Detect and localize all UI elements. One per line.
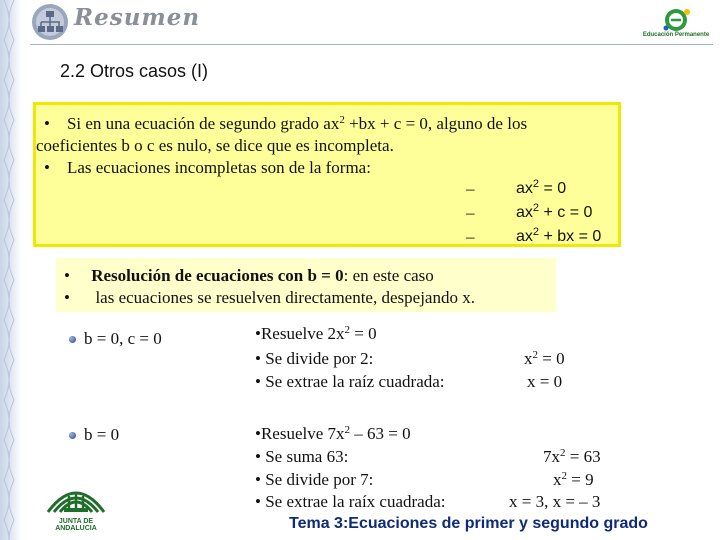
case2-result3: x = 3, x = – 3 — [509, 492, 601, 511]
form-equation-1: $ax^2 = 0$ — [516, 178, 567, 197]
resolution-line-1: • Resolución de ecuaciones con b = 0: en este caso — [64, 266, 434, 285]
case2-label: b = 0 — [84, 425, 120, 444]
definition-box — [33, 102, 621, 247]
case2-step4: • Se extrae la raíx cuadrada: — [255, 492, 446, 511]
case1-step1: •Resuelve $2x^2 = 0$ — [255, 324, 377, 343]
bullet-line-2: • Las ecuaciones incompletas son de la forma: — [44, 158, 371, 177]
form-dash-1: – — [466, 179, 475, 198]
case1-result1: $x^2 = 0$ — [524, 349, 565, 368]
form-dash-2: – — [466, 203, 475, 222]
case1-result2: x = 0 — [527, 372, 563, 391]
network-logo-icon — [30, 2, 70, 42]
bullet-line-1: • Si en una ecuación de segundo grado $ax^2 +bx + c = 0$, alguno de los — [44, 114, 528, 133]
case2-step3: • Se divide por 7: — [255, 470, 374, 489]
case1-step2: • Se divide por 2: — [255, 349, 374, 368]
junta-andalucia-logo-icon — [38, 478, 114, 518]
left-decorative-band — [0, 0, 22, 540]
resolution-line-2: • las ecuaciones se resuelven directamente, despejando x. — [64, 288, 475, 307]
footer-topic: Tema 3:Ecuaciones de primer y segundo grado — [289, 515, 648, 532]
resolution-box — [56, 258, 556, 312]
case2-result1: $7x^2 = 63$ — [543, 447, 601, 466]
case2-step1: •Resuelve $7x^2 - 63 = 0$ — [255, 424, 411, 443]
bullet-line-1-cont: coeficientes b o c es nulo, se dice que es incompleta. — [36, 136, 394, 155]
bullet-ball-icon — [69, 336, 76, 343]
form-equation-3: $ax^2$ + bx = 0 — [516, 226, 602, 245]
header-divider — [30, 44, 713, 45]
junta-logo-text: JUNTA DE ANDALUCIA — [55, 518, 97, 532]
bullet-ball-icon — [69, 432, 76, 439]
form-dash-3: – — [466, 227, 475, 246]
wave-pattern-icon — [0, 0, 22, 540]
case2-result2: $x^2 = 9$ — [553, 470, 594, 489]
case1-step3: • Se extrae la raíz cuadrada: — [255, 372, 445, 391]
header-title: Resumen — [74, 4, 201, 31]
case2-step2: • Se suma 63: — [255, 447, 349, 466]
slide-title: 2.2 Otros casos (I) — [60, 61, 209, 81]
form-equation-2: $ax^2 + c = 0$ — [516, 202, 593, 221]
case1-label: b = 0, c = 0 — [84, 329, 162, 348]
edu-logo-text: Educación Permanente — [642, 32, 710, 38]
